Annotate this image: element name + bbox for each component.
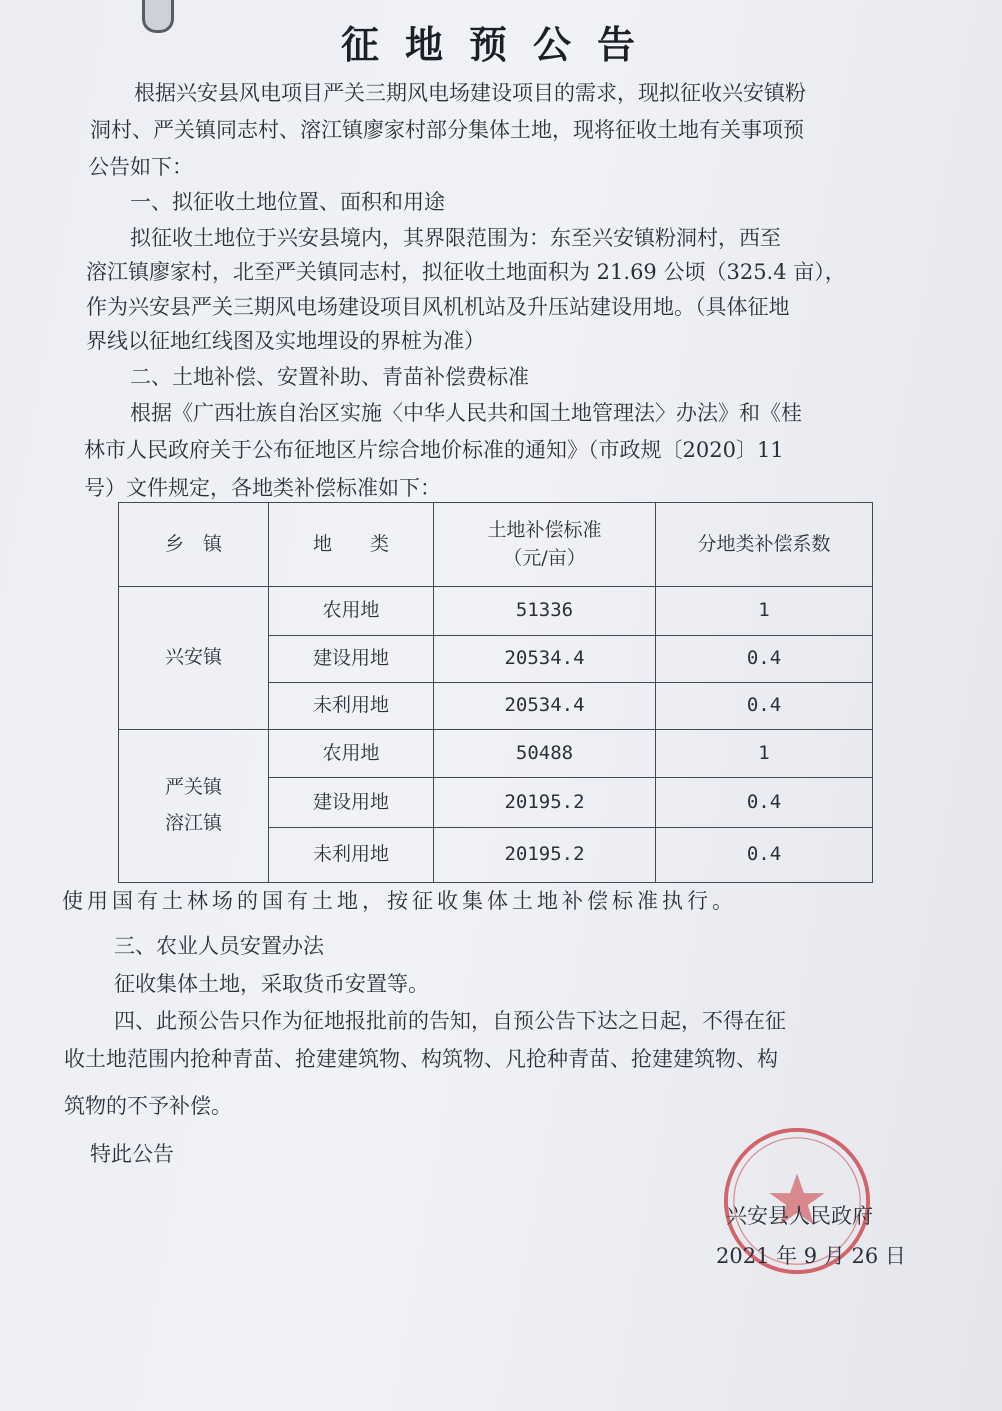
signature-date: 2021 年 9 月 26 日 <box>716 1244 906 1268</box>
standard-cell: 20534.4 <box>434 636 656 683</box>
signature-org: 兴安县人民政府 <box>726 1204 873 1228</box>
intro-line-2: 洞村、严关镇同志村、溶江镇廖家村部分集体土地，现将征收土地有关事项预 <box>90 118 804 142</box>
section1-line-2: 溶江镇廖家村，北至严关镇同志村，拟征收土地面积为 21.69 公顷（325.4 亩）， <box>86 260 846 284</box>
header-town: 乡 镇 <box>119 503 269 587</box>
coefficient-cell: 1 <box>656 730 873 778</box>
after-table-note: 使用国有土林场的国有土地，按征收集体土地补偿标准执行。 <box>62 889 737 913</box>
standard-cell: 50488 <box>434 730 656 778</box>
section2-line-3: 号）文件规定，各地类补偿标准如下： <box>84 476 441 500</box>
section1-line-4: 界线以征地红线图及实地埋设的界桩为准） <box>86 329 485 353</box>
town-line-yanguan: 严关镇 <box>164 776 222 799</box>
section4-line-1: 四、此预公告只作为征地报批前的告知，自预公告下达之日起，不得在征 <box>114 1009 786 1033</box>
section2-line-1: 根据《广西壮族自治区实施〈中华人民共和国土地管理法〉办法》和《桂 <box>130 401 802 425</box>
land-type-cell: 建设用地 <box>269 636 434 683</box>
intro-line-1: 根据兴安县风电项目严关三期风电场建设项目的需求，现拟征收兴安镇粉 <box>134 81 806 105</box>
land-type-cell: 未利用地 <box>269 683 434 730</box>
standard-cell: 20195.2 <box>434 778 656 828</box>
land-type-cell: 农用地 <box>269 730 434 778</box>
town-cell-yanguan-rongjiang <box>119 730 269 883</box>
coefficient-cell: 0.4 <box>656 778 873 828</box>
standard-cell: 20195.2 <box>434 828 656 883</box>
page-title: 征地预公告 <box>340 22 661 67</box>
closing-text: 特此公告 <box>90 1142 174 1166</box>
section3-line: 征收集体土地，采取货币安置等。 <box>114 972 429 996</box>
section1-line-1: 拟征收土地位于兴安县境内，其界限范围为：东至兴安镇粉洞村，西至 <box>130 226 781 250</box>
table-row <box>119 587 873 636</box>
coefficient-cell: 0.4 <box>656 636 873 683</box>
section4-line-3: 筑物的不予补偿。 <box>64 1094 232 1118</box>
town-cell-xingan: 兴安镇 <box>119 587 269 730</box>
compensation-table <box>118 502 873 883</box>
standard-cell: 51336 <box>434 587 656 636</box>
table-row <box>119 730 873 778</box>
section2-line-2: 林市人民政府关于公布征地区片综合地价标准的通知》（市政规〔2020〕11 <box>84 438 784 462</box>
header-standard <box>434 503 656 587</box>
header-standard-line2: （元/亩） <box>503 546 586 569</box>
land-type-cell: 农用地 <box>269 587 434 636</box>
coefficient-cell: 1 <box>656 587 873 636</box>
section1-heading: 一、拟征收土地位置、面积和用途 <box>130 190 445 214</box>
section4-line-2: 收土地范围内抢种青苗、抢建建筑物、构筑物、凡抢种青苗、抢建建筑物、构 <box>64 1047 778 1071</box>
section1-line-3: 作为兴安县严关三期风电场建设项目风机机站及升压站建设用地。（具体征地 <box>86 295 790 319</box>
intro-line-3: 公告如下： <box>88 155 193 179</box>
land-type-cell: 建设用地 <box>269 778 434 828</box>
section2-heading: 二、土地补偿、安置补助、青苗补偿费标准 <box>130 365 529 389</box>
header-land-type: 地 类 <box>269 503 434 587</box>
land-type-cell: 未利用地 <box>269 828 434 883</box>
header-coefficient: 分地类补偿系数 <box>656 503 873 587</box>
section3-heading: 三、农业人员安置办法 <box>114 934 324 958</box>
table-header-row <box>119 503 873 587</box>
coefficient-cell: 0.4 <box>656 683 873 730</box>
coefficient-cell: 0.4 <box>656 828 873 883</box>
standard-cell: 20534.4 <box>434 683 656 730</box>
town-line-rongjiang: 溶江镇 <box>164 812 222 834</box>
header-standard-line1: 土地补偿标准 <box>487 518 602 541</box>
